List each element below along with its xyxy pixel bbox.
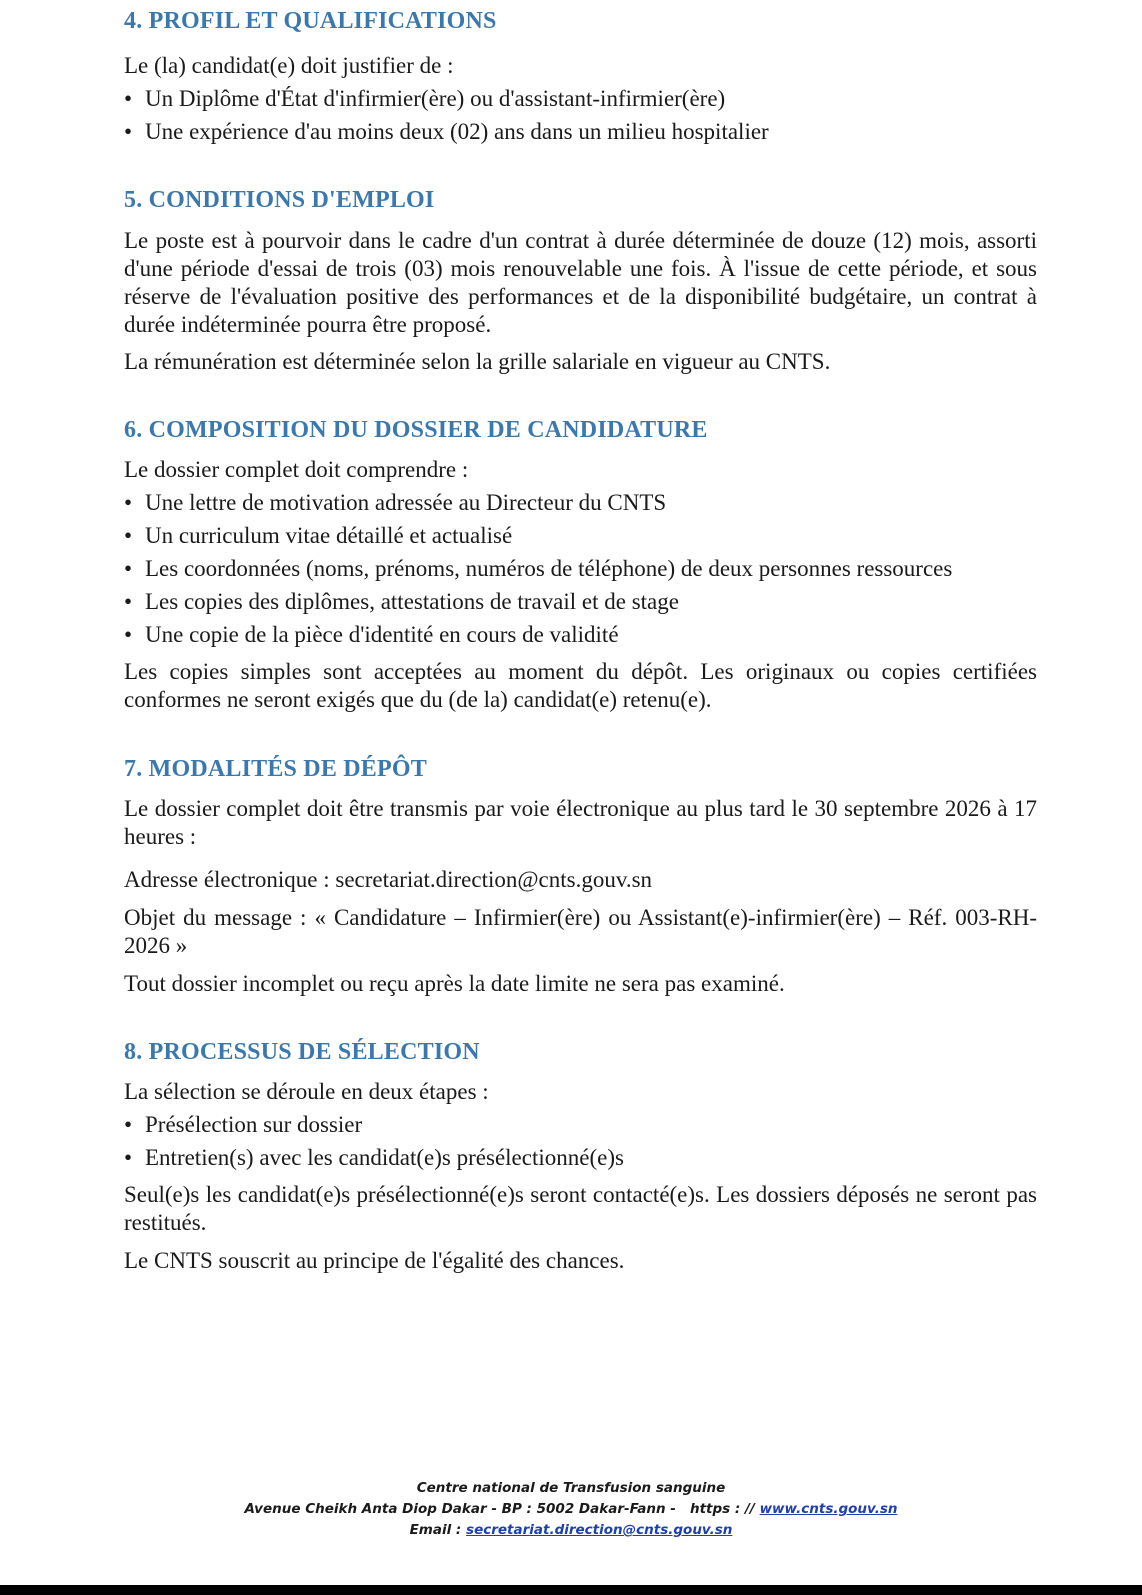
list-item: • Un curriculum vitae détaillé et actualisé — [124, 523, 513, 548]
list-item: • Une lettre de motivation adressée au Directeur du CNTS — [124, 490, 667, 515]
list-item: • Un Diplôme d'État d'infirmier(ère) ou d'assistant-infirmier(ère) — [124, 86, 726, 111]
section-7-email: Adresse électronique : secretariat.direction@cnts.gouv.sn — [124, 867, 653, 892]
section-8-title: 8. PROCESSUS DE SÉLECTION — [124, 1039, 480, 1065]
section-6-list — [124, 489, 1037, 649]
section-4-title: 4. PROFIL ET QUALIFICATIONS — [124, 8, 497, 34]
list-item: • Les copies des diplômes, attestations de travail et de stage — [124, 589, 679, 614]
bullet-icon: • — [124, 622, 133, 647]
bullet-icon: • — [124, 119, 133, 144]
section-7-deadline-note: Tout dossier incomplet ou reçu après la date limite ne sera pas examiné. — [124, 971, 785, 996]
section-6-intro: Le dossier complet doit comprendre : — [124, 457, 469, 482]
bottom-border — [0, 1585, 1142, 1595]
section-8-equality: Le CNTS souscrit au principe de l'égalité des chances. — [124, 1248, 625, 1273]
list-item: • Les coordonnées (noms, prénoms, numéros de téléphone) de deux personnes ressources — [124, 556, 953, 581]
section-7-paragraph: Le dossier complet doit être transmis par voie électronique au plus tard le 30 septembre 2026 à 17 heures : — [124, 796, 1037, 849]
section-8-paragraph: Seul(e)s les candidat(e)s présélectionné(e)s seront contacté(e)s. Les dossiers déposés ne seront pas restitués. — [124, 1182, 1037, 1235]
section-7-subject: Objet du message : « Candidature – Infirmier(ère) ou Assistant(e)-infirmier(ère) – Réf. 003-RH-2026 » — [124, 905, 1037, 958]
footer-email-label: Email : — [409, 1522, 467, 1538]
list-item: • Une copie de la pièce d'identité en cours de validité — [124, 622, 619, 647]
section-5-title: 5. CONDITIONS D'EMPLOI — [124, 187, 435, 213]
section-6-title: 6. COMPOSITION DU DOSSIER DE CANDIDATURE — [124, 417, 708, 443]
bullet-icon: • — [124, 523, 133, 548]
list-item: • Présélection sur dossier — [124, 1112, 363, 1137]
section-4-intro: Le (la) candidat(e) doit justifier de : — [124, 53, 454, 78]
bullet-icon: • — [124, 490, 133, 515]
bullet-icon: • — [124, 589, 133, 614]
footer-org: Centre national de Transfusion sanguine — [416, 1480, 726, 1496]
bullet-icon: • — [124, 1145, 133, 1170]
footer-email — [0, 1520, 1142, 1541]
section-4-list — [124, 85, 1037, 146]
section-5-paragraph: Le poste est à pourvoir dans le cadre d'un contrat à durée déterminée de douze (12) mois, assorti d'une période d'essai de trois (03) mois renouvelable une fois. À l'issue de cette période, et sous réserve de l'évaluation positive des performances et de la disponibilité budgétaire, un contrat à durée indéterminée pourra être proposé. — [124, 228, 1037, 337]
list-item: • Une expérience d'au moins deux (02) ans dans un milieu hospitalier — [124, 119, 769, 144]
bullet-icon: • — [124, 1112, 133, 1137]
section-8-intro: La sélection se déroule en deux étapes : — [124, 1079, 489, 1104]
page-footer — [0, 1478, 1142, 1541]
section-8-list — [124, 1111, 1037, 1172]
bullet-icon: • — [124, 86, 133, 111]
document-body — [124, 0, 1037, 1275]
footer-address-text: Avenue Cheikh Anta Diop Dakar - BP : 5002 Dakar-Fann - https : // — [244, 1501, 760, 1517]
email-link[interactable]: secretariat.direction@cnts.gouv.sn — [466, 1522, 733, 1538]
website-link[interactable]: www.cnts.gouv.sn — [759, 1501, 898, 1517]
section-6-note: Les copies simples sont acceptées au moment du dépôt. Les originaux ou copies certifiées conformes ne seront exigés que du (de la) candidat(e) retenu(e). — [124, 659, 1037, 712]
bullet-icon: • — [124, 556, 133, 581]
list-item: • Entretien(s) avec les candidat(e)s présélectionné(e)s — [124, 1145, 624, 1170]
footer-address — [0, 1499, 1142, 1520]
section-5-remuneration: La rémunération est déterminée selon la grille salariale en vigueur au CNTS. — [124, 349, 831, 374]
section-7-title: 7. MODALITÉS DE DÉPÔT — [124, 756, 427, 782]
